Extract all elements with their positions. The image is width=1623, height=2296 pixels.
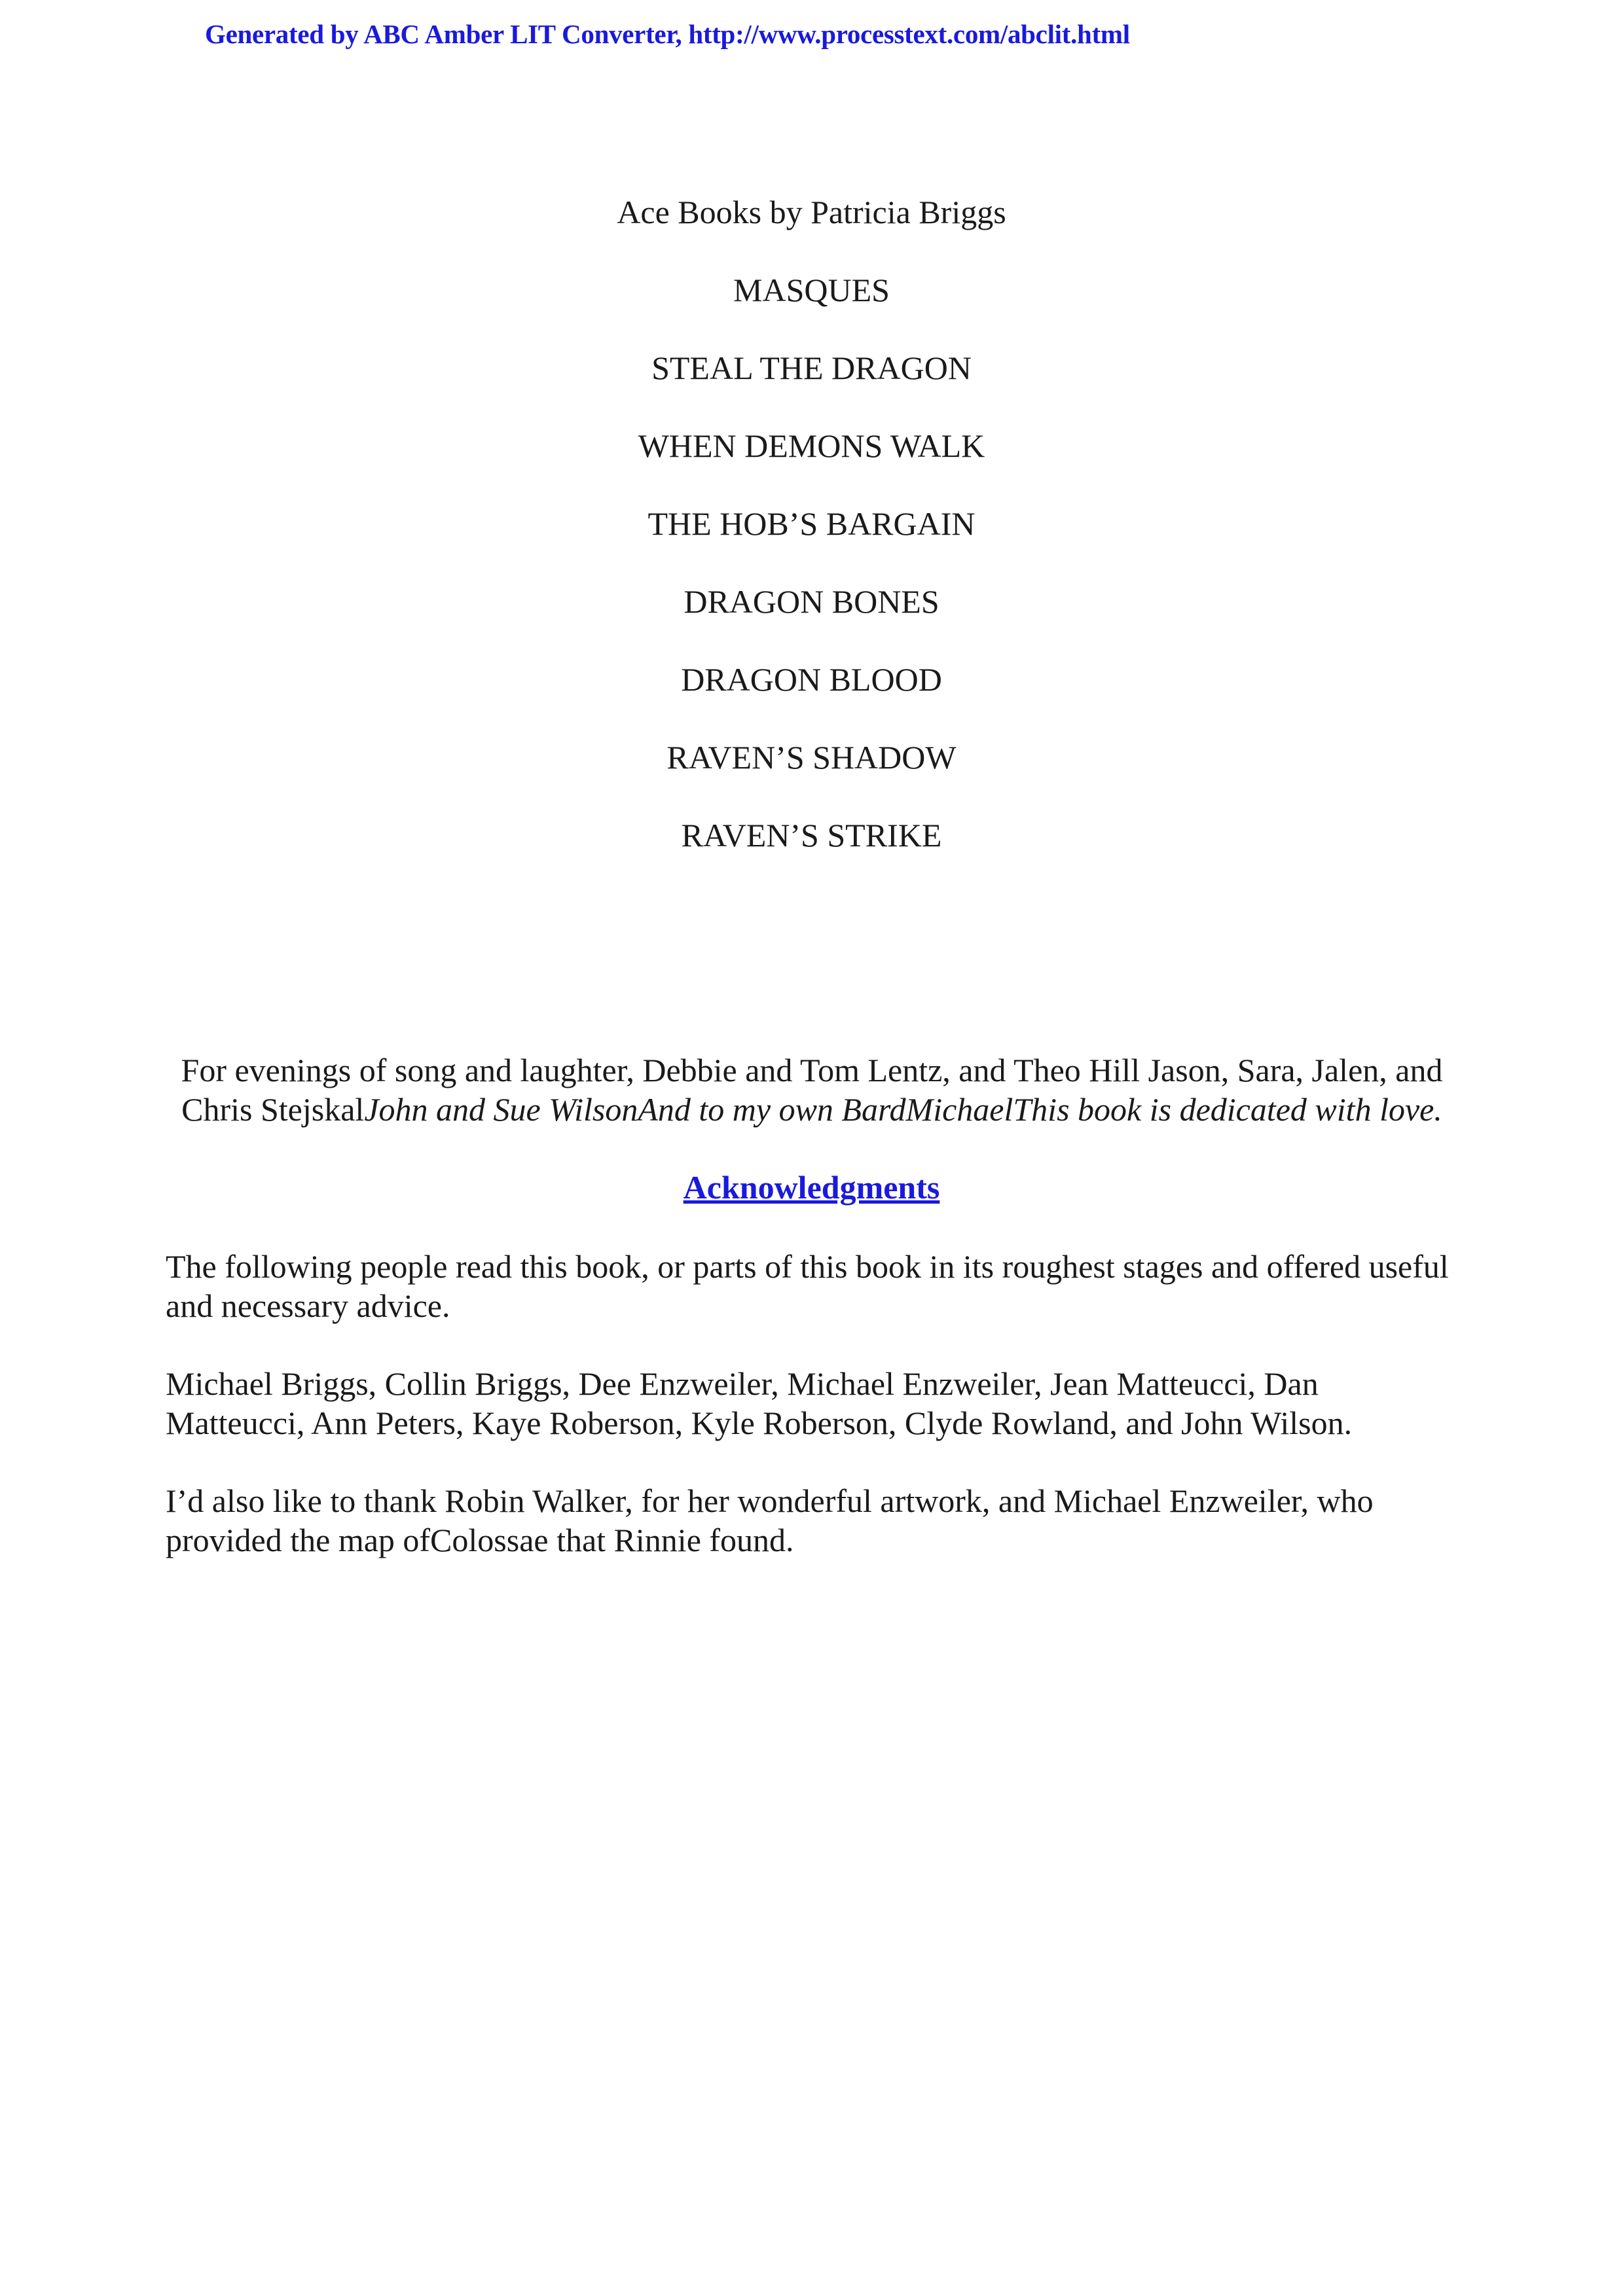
ack-paragraph: The following people read this book, or parts of this book in its roughest stages and offered useful and necessary advice. [166,1248,1449,1324]
books-heading: Ace Books by Patricia Briggs [617,194,1006,230]
acknowledgments-link[interactable]: Acknowledgments [683,1169,940,1206]
book-title: WHEN DEMONS WALK [638,427,985,464]
dedication [164,1050,1460,1129]
dedication-regular: For evenings of song and laughter, Debbie and Tom Lentz, and Theo Hill Jason, Sara, Jalen, and Chris Stejskal [181,1052,1443,1128]
dedication-italic: John and Sue WilsonAnd to my own BardMichaelThis book is dedicated with love. [364,1091,1442,1128]
book-title: DRAGON BONES [684,583,939,620]
book-title: MASQUES [733,272,890,308]
book-title: THE HOB’S BARGAIN [647,505,976,542]
book-title: RAVEN’S SHADOW [666,739,957,776]
ack-paragraph: Michael Briggs, Collin Briggs, Dee Enzweiler, Michael Enzweiler, Jean Matteucci, Dan Matteucci, Ann Peters, Kaye Roberson, Kyle Roberson, Clyde Rowland, and John Wilson. [166,1365,1353,1441]
ack-paragraph: I’d also like to thank Robin Walker, for her wonderful artwork, and Michael Enzweiler, who provided the map ofColossae that Rinnie found. [166,1482,1374,1558]
book-title: DRAGON BLOOD [681,661,942,698]
acknowledgments-heading [0,1168,1623,1206]
book-title: RAVEN’S STRIKE [681,817,942,853]
book-title: STEAL THE DRAGON [651,350,972,386]
converter-banner: Generated by ABC Amber LIT Converter, http://www.processtext.com/abclit.html [205,19,1130,49]
